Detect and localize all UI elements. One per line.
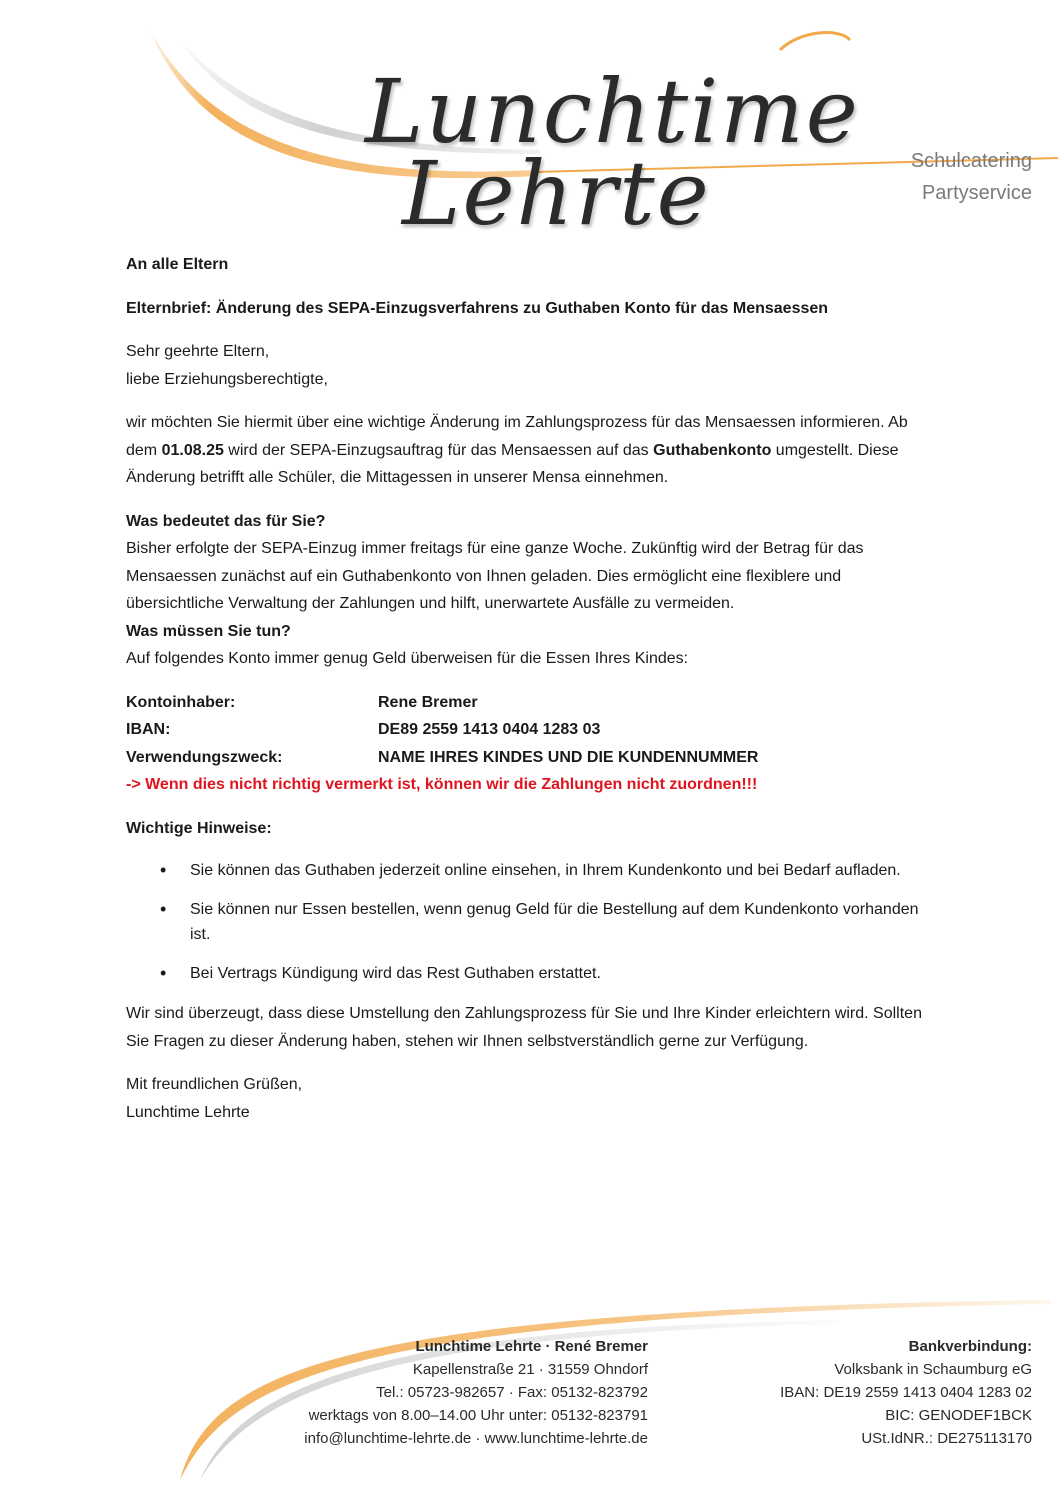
- header-tagline-party: Partyservice: [921, 182, 1032, 204]
- account-row-iban: [126, 716, 926, 744]
- signoff-greeting: Mit freundlichen Grüßen,: [126, 1076, 303, 1093]
- intro-text-3: umgestellt. Diese Änderung betrifft alle Schüler, die Mittagessen in unserer Mensa einnehmen.: [126, 441, 899, 486]
- footer-web: info@lunchtime-lehrte.de · www.lunchtime-lehrte.de: [304, 1430, 648, 1447]
- footer-bank-name: Volksbank in Schaumburg eG: [834, 1361, 1032, 1378]
- signoff-sender: Lunchtime Lehrte: [126, 1103, 250, 1121]
- account-label: IBAN:: [126, 721, 171, 738]
- footer-bank-ustid: USt.IdNR.: DE275113170: [861, 1430, 1032, 1447]
- section-heading-meaning: Was bedeutet das für Sie?: [126, 512, 326, 530]
- account-value: Rene Bremer: [378, 693, 478, 711]
- closing-paragraph: Wir sind überzeugt, dass diese Umstellung den Zahlungsprozess für Sie und Ihre Kinder erleichtern wird. Sollten Sie Fragen zu dieser Änderung haben, stehen wir Ihnen selbstverständlich gerne zur Verfügung.: [126, 1005, 922, 1050]
- brand-name-line2: Lehrte: [402, 142, 711, 245]
- header-tagline-catering: Schulcatering: [910, 150, 1032, 172]
- section-text-meaning: Bisher erfolgte der SEPA-Einzug immer freitags für eine ganze Woche. Zukünftig wird der Betrag für das Mensaessen zunächst auf ein Guthabenkonto von Ihnen geladen. Dies ermöglicht eine flexiblere und übersichtliche Verwaltung der Zahlungen und hilft, unerwartete Ausfälle zu vermeiden.: [126, 540, 864, 612]
- footer-bank-title: Bankverbindung:: [908, 1338, 1032, 1355]
- letter-subject: Elternbrief: Änderung des SEPA-Einzugsverfahrens zu Guthaben Konto für das Mensaessen: [126, 299, 829, 317]
- intro-account: Guthabenkonto: [653, 441, 772, 459]
- list-item: • Sie können das Guthaben jederzeit online einsehen, in Ihrem Kundenkonto und bei Bedarf aufladen.: [126, 858, 926, 883]
- section-heading-todo: Was müssen Sie tun?: [126, 622, 291, 640]
- footer-bank-bic: BIC: GENODEF1BCK: [885, 1407, 1032, 1424]
- intro-text-1: wir möchten Sie hiermit über eine wichtige Änderung im Zahlungsprozess für das Mensaessen informieren. Ab dem: [126, 414, 908, 459]
- footer-bank-iban: IBAN: DE19 2559 1413 0404 1283 02: [780, 1384, 1032, 1401]
- intro-date: 01.08.25: [161, 441, 224, 459]
- account-row-holder: [126, 689, 926, 717]
- footer-address: Kapellenstraße 21 · 31559 Ohndorf: [412, 1361, 648, 1378]
- notes-list: [126, 858, 926, 986]
- footer-hours: werktags von 8.00–14.00 Uhr unter: 05132-823791: [308, 1407, 648, 1424]
- account-label: Kontoinhaber:: [126, 693, 236, 711]
- notes-heading: Wichtige Hinweise:: [126, 819, 272, 837]
- footer-company-info: [304, 1335, 648, 1450]
- salutation-line1: Sehr geehrte Eltern,: [126, 343, 270, 360]
- addressee: An alle Eltern: [126, 256, 229, 273]
- account-label: Verwendungszweck:: [126, 748, 283, 766]
- salutation-line2: liebe Erziehungsberechtigte,: [126, 370, 328, 388]
- letter-body: [126, 251, 926, 1126]
- warning-text: -> Wenn dies nicht richtig vermerkt ist, können wir die Zahlungen nicht zuordnen!!!: [126, 776, 758, 793]
- brand-name-line1: Lunchtime: [365, 60, 860, 163]
- account-row-purpose: [126, 744, 926, 772]
- account-value: NAME IHRES KINDES UND DIE KUNDENNUMMER: [378, 748, 759, 766]
- list-item: • Bei Vertrags Kündigung wird das Rest Guthaben erstattet.: [126, 961, 926, 986]
- section-text-todo: Auf folgendes Konto immer genug Geld überweisen für die Essen Ihres Kindes:: [126, 650, 689, 667]
- footer-phone: Tel.: 05723-982657 · Fax: 05132-823792: [376, 1384, 648, 1401]
- list-item: • Sie können nur Essen bestellen, wenn genug Geld für die Bestellung auf dem Kundenkonto vorhanden ist.: [126, 897, 926, 947]
- footer-company-name: Lunchtime Lehrte · René Bremer: [415, 1338, 648, 1355]
- header-logo: [140, 20, 1058, 250]
- intro-paragraph: [126, 409, 926, 492]
- intro-text-2: wird der SEPA-Einzugsauftrag für das Mensaessen auf das: [223, 441, 654, 459]
- account-value: DE89 2559 1413 0404 1283 03: [378, 721, 601, 738]
- footer-bank-info: [780, 1335, 1032, 1450]
